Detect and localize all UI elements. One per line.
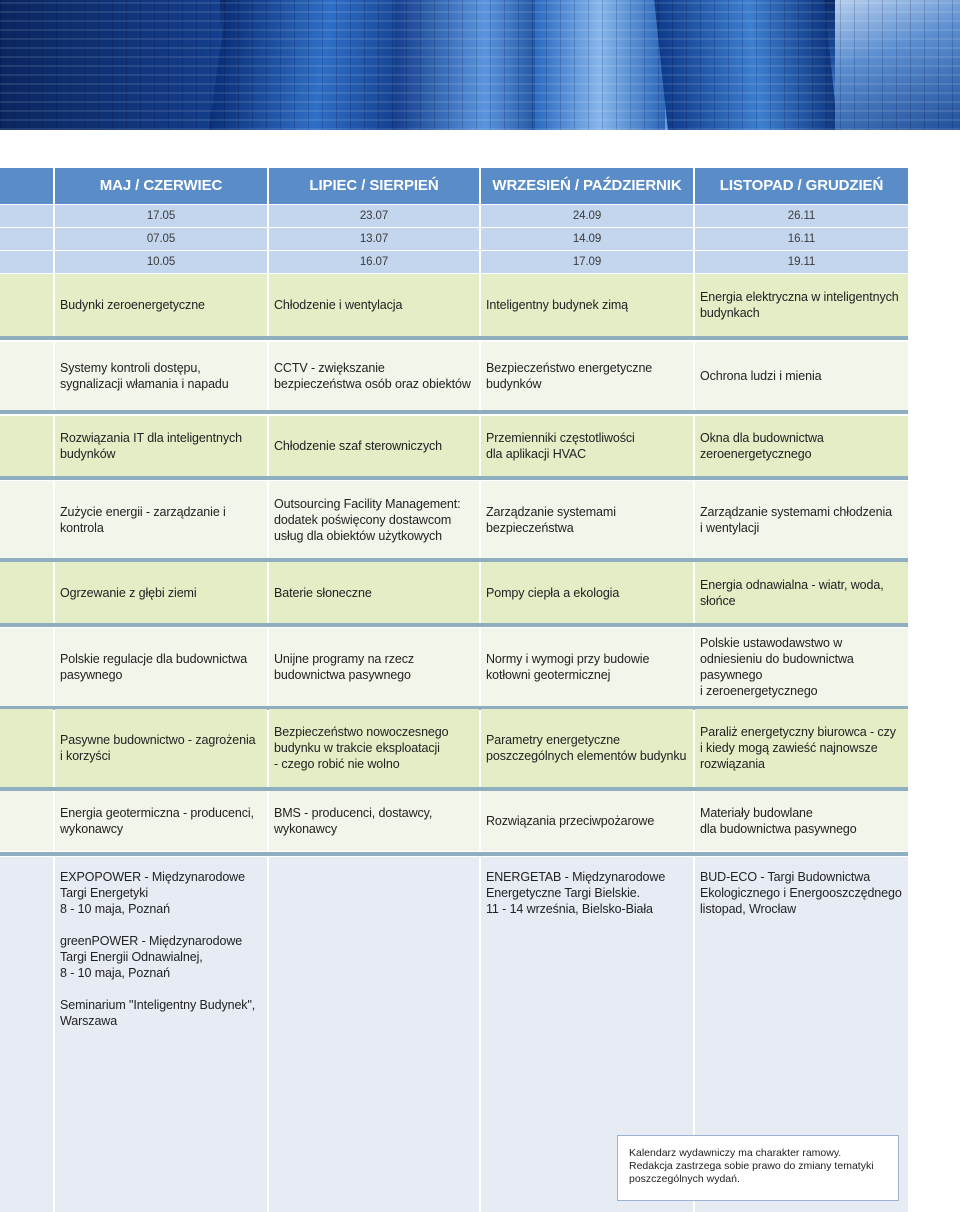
table-cell: Systemy kontroli dostępu, sygnalizacji włamania i napadu [55,342,267,410]
event-item: greenPOWER - Międzynarodowe Targi Energii Odnawialnej, 8 - 10 maja, Poznań [60,934,243,980]
table-cell: 13.07 [269,228,479,250]
table-cell: 17.09 [481,251,693,273]
table-cell: Unijne programy na rzecz budownictwa pasywnego [269,628,479,706]
table-cell: Bezpieczeństwo energetyczne budynków [481,342,693,410]
event-item: BUD-ECO - Targi Budownictwa Ekologicznego i Energooszczędnego listopad, Wrocław [700,870,902,916]
row-separator [0,852,908,856]
table-cell: Polskie regulacje dla budownictwa pasywnego [55,628,267,706]
table-cell: Ogrzewanie z głębi ziemi [55,562,267,623]
row-spacer-cell [0,416,53,476]
table-cell: Przemienniki częstotliwości dla aplikacji HVAC [481,416,693,476]
table-cell: Energia geotermiczna - producenci, wykonawcy [55,791,267,851]
table-cell: Okna dla budownictwa zeroenergetycznego [695,416,908,476]
table-cell: LIPIEC / SIERPIEŃ [269,168,479,204]
table-cell: Chłodzenie i wentylacja [269,274,479,336]
row-spacer-cell [0,709,53,787]
row-spacer-cell [0,562,53,623]
row-spacer-cell [0,628,53,706]
row-spacer-cell [0,274,53,336]
table-cell: LISTOPAD / GRUDZIEŃ [695,168,908,204]
row-separator [0,623,908,627]
table-cell: BMS - producenci, dostawcy, wykonawcy [269,791,479,851]
table-cell: Outsourcing Facility Management: dodatek poświęcony dostawcom usług dla obiektów użytkowych [269,481,479,558]
table-cell: 07.05 [55,228,267,250]
table-cell: Normy i wymogi przy budowie kotłowni geotermicznej [481,628,693,706]
row-spacer-cell [0,791,53,851]
table-cell: Pompy ciepła a ekologia [481,562,693,623]
table-cell: Energia elektryczna w inteligentnych budynkach [695,274,908,336]
row-spacer-cell [0,481,53,558]
row-spacer-cell [0,857,53,1212]
table-cell: 16.11 [695,228,908,250]
table-cell: Energia odnawialna - wiatr, woda, słońce [695,562,908,623]
table-cell: Baterie słoneczne [269,562,479,623]
row-spacer-cell [0,251,53,273]
events-cell [269,857,479,1212]
table-cell: Rozwiązania przeciwpożarowe [481,791,693,851]
events-cell [55,857,267,1212]
event-item: ENERGETAB - Międzynarodowe Energetyczne Targi Bielskie. 11 - 14 września, Bielsko-Biała [486,870,666,916]
table-cell: 16.07 [269,251,479,273]
table-cell: Pasywne budownictwo - zagrożenia i korzyści [55,709,267,787]
table-cell: Polskie ustawodawstwo w odniesieniu do budownictwa pasywnego i zeroenergetycznego [695,628,908,706]
row-separator [0,410,908,414]
table-cell: 14.09 [481,228,693,250]
row-spacer-cell [0,342,53,410]
row-separator [0,476,908,480]
row-spacer-cell [0,168,53,204]
table-cell: WRZESIEŃ / PAŹDZIERNIK [481,168,693,204]
table-cell: Parametry energetyczne poszczególnych elementów budynku [481,709,693,787]
table-cell: 23.07 [269,205,479,227]
table-cell: Bezpieczeństwo nowoczesnego budynku w trakcie eksploatacji - czego robić nie wolno [269,709,479,787]
table-cell: 24.09 [481,205,693,227]
header-photo-buildings [0,0,960,130]
table-cell: 19.11 [695,251,908,273]
table-cell: Zużycie energii - zarządzanie i kontrola [55,481,267,558]
table-cell: Zarządzanie systemami chłodzenia i wentylacji [695,481,908,558]
table-cell: Rozwiązania IT dla inteligentnych budynków [55,416,267,476]
row-spacer-cell [0,228,53,250]
table-cell: 17.05 [55,205,267,227]
table-cell: Ochrona ludzi i mienia [695,342,908,410]
table-cell: Budynki zeroenergetyczne [55,274,267,336]
table-cell: Paraliż energetyczny biurowca - czy i kiedy mogą zawieść najnowsze rozwiązania [695,709,908,787]
table-cell: MAJ / CZERWIEC [55,168,267,204]
table-cell: 10.05 [55,251,267,273]
table-cell: Materiały budowlane dla budownictwa pasywnego [695,791,908,851]
event-item: EXPOPOWER - Międzynarodowe Targi Energetyki 8 - 10 maja, Poznań [60,870,245,916]
table-cell: Chłodzenie szaf sterowniczych [269,416,479,476]
row-spacer-cell [0,205,53,227]
disclaimer-note: Kalendarz wydawniczy ma charakter ramowy. Redakcja zastrzega sobie prawo do zmiany tematyki poszczególnych wydań. [617,1135,899,1201]
table-cell: Inteligentny budynek zimą [481,274,693,336]
table-cell: CCTV - zwiększanie bezpieczeństwa osób oraz obiektów [269,342,479,410]
window-grid-overlay [0,0,960,130]
table-cell: 26.11 [695,205,908,227]
event-item: Seminarium "Inteligentny Budynek", Warszawa [60,998,256,1028]
row-separator [0,336,908,340]
table-cell: Zarządzanie systemami bezpieczeństwa [481,481,693,558]
